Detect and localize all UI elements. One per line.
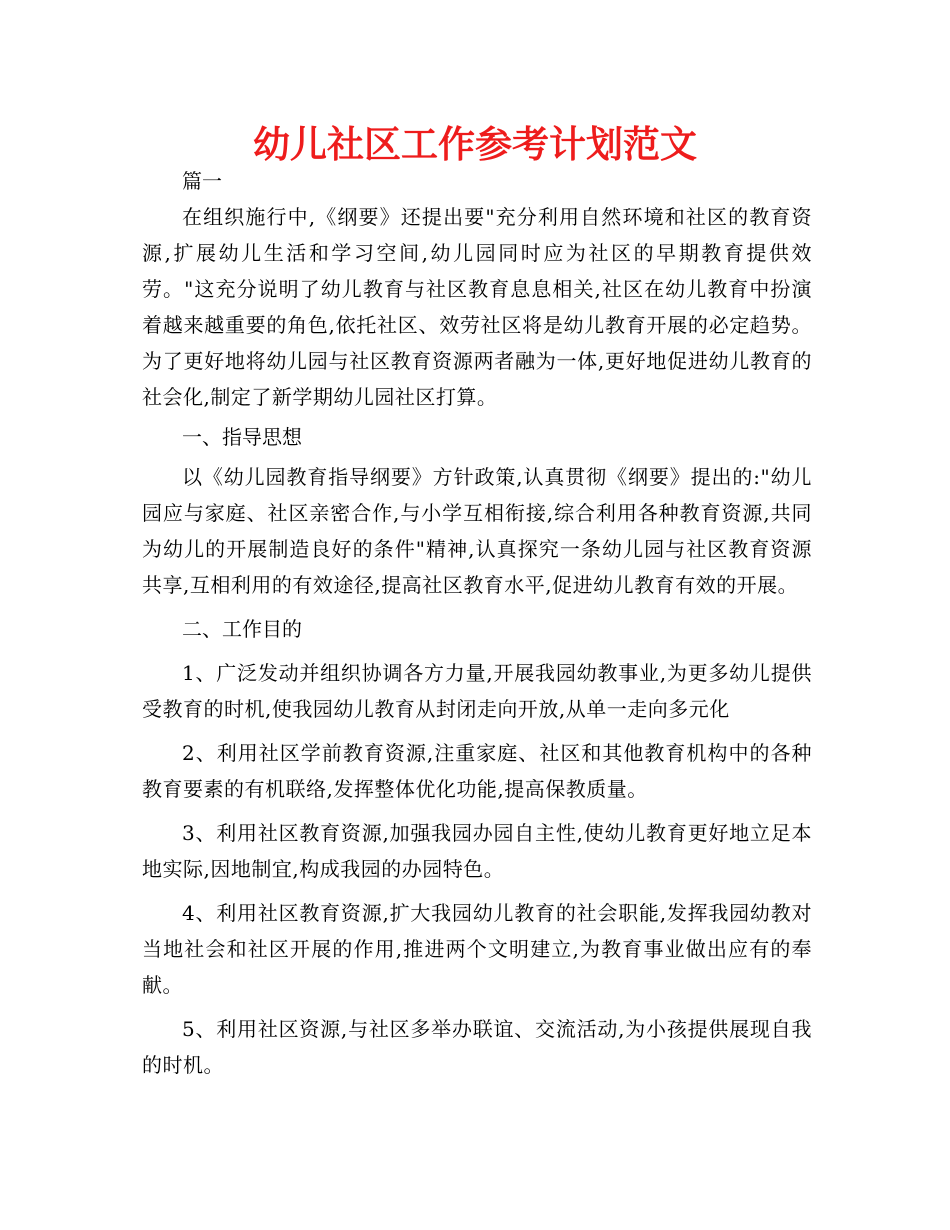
section-paragraph-guiding-ideology: 以《幼儿园教育指导纲要》方针政策,认真贯彻《纲要》提出的:"幼儿园应与家庭、社区亲密合作,与小学互相衔接,综合利用各种教育资源,共同为幼儿的开展制造良好的条件"精神,认真探究一条幼儿园与社区教育资源共享,互相利用的有效途径,提高社区教育水平,促进幼儿教育有效的开展。 xyxy=(142,465,812,597)
intro-paragraph: 在组织施行中,《纲要》还提出要"充分利用自然环境和社区的教育资源,扩展幼儿生活和学习空间,幼儿园同时应为社区的早期教育提供效劳。"这充分说明了幼儿教育与社区教育息息相关,社区在幼儿教育中扮演着越来越重要的角色,依托社区、效劳社区将是幼儿教育开展的必定趋势。为了更好地将幼儿园与社区教育资源两者融为一体,更好地促进幼儿教育的社会化,制定了新学期幼儿园社区打算。 xyxy=(142,205,812,409)
section-heading-guiding-ideology: 一、指导思想 xyxy=(182,425,302,449)
part-label: 篇一 xyxy=(182,169,222,193)
goal-item-2: 2、利用社区学前教育资源,注重家庭、社区和其他教育机构中的各种教育要素的有机联络,发挥整体优化功能,提高保教质量。 xyxy=(142,741,812,801)
document-title: 幼儿社区工作参考计划范文 xyxy=(253,123,697,166)
section-heading-work-goals: 二、工作目的 xyxy=(182,617,302,641)
document-body xyxy=(142,163,812,1083)
goal-item-5: 5、利用社区资源,与社区多举办联谊、交流活动,为小孩提供展现自我的时机。 xyxy=(142,1017,812,1077)
goal-item-4: 4、利用社区教育资源,扩大我园幼儿教育的社会职能,发挥我园幼教对当地社会和社区开展的作用,推进两个文明建立,为教育事业做出应有的奉献。 xyxy=(142,901,812,997)
goal-item-3: 3、利用社区教育资源,加强我园办园自主性,使幼儿教育更好地立足本地实际,因地制宜,构成我园的办园特色。 xyxy=(142,821,812,881)
goal-item-1: 1、广泛发动并组织协调各方力量,开展我园幼教事业,为更多幼儿提供受教育的时机,使我园幼儿教育从封闭走向开放,从单一走向多元化 xyxy=(142,661,812,721)
